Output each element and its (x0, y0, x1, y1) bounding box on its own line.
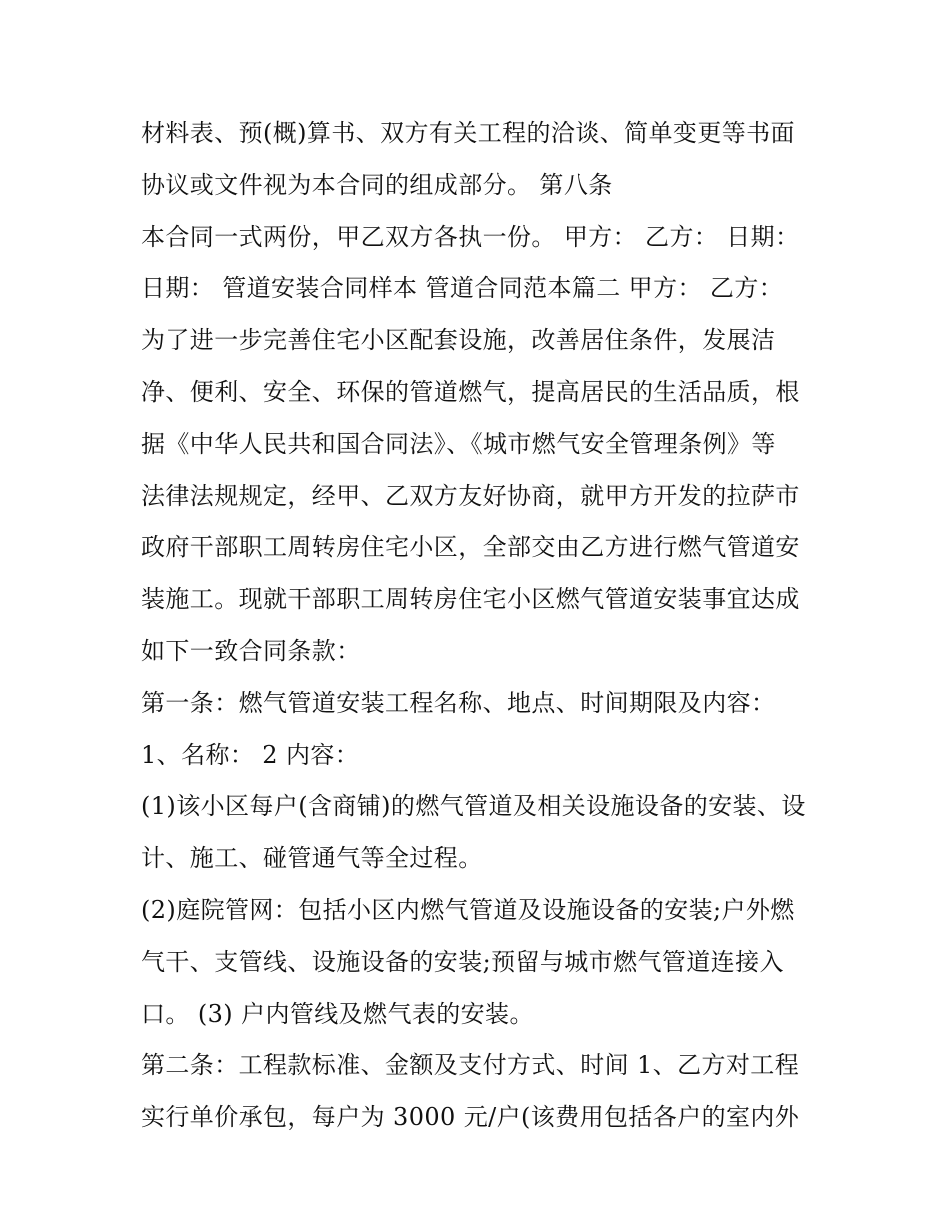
text-line-8: 法律法规规定，经甲、乙双方友好协商，就甲方开发的拉萨市 (141, 481, 800, 510)
text-line-16: (2)庭院管网：包括小区内燃气管道及设施设备的安装;户外燃 (141, 895, 795, 924)
text-line-18: 口。 (3) 户内管线及燃气表的安装。 (141, 999, 534, 1028)
text-line-6: 净、便利、安全、环保的管道燃气，提高居民的生活品质，根 (141, 377, 800, 406)
text-line-1: 材料表、预(概)算书、双方有关工程的洽谈、简单变更等书面 (141, 119, 795, 147)
text-line-14: (1)该小区每户(含商铺)的燃气管道及相关设施设备的安装、设 (141, 792, 806, 821)
text-line-5: 为了进一步完善住宅小区配套设施，改善居住条件，发展洁 (141, 326, 776, 355)
contract-body-text (141, 108, 821, 1144)
text-line-4: 日期： 管道安装合同样本 管道合同范本篇二 甲方： 乙方： (141, 274, 784, 303)
text-line-3: 本合同一式两份，甲乙双方各执一份。 甲方： 乙方： 日期： (141, 222, 800, 251)
text-line-2: 协议或文件视为本合同的组成部分。 第八条 (141, 170, 613, 199)
text-line-7: 据《中华人民共和国合同法》、《城市燃气安全管理条例》等 (141, 429, 776, 458)
text-line-11: 如下一致合同条款： (141, 636, 361, 665)
text-line-13: 1、名称： 2 内容： (141, 740, 360, 769)
text-line-19: 第二条：工程款标准、金额及支付方式、时间 1、乙方对工程 (141, 1051, 800, 1080)
text-line-10: 装施工。现就干部职工周转房住宅小区燃气管道安装事宜达成 (141, 585, 800, 614)
text-line-15: 计、施工、碰管通气等全过程。 (141, 844, 483, 873)
text-line-17: 气干、支管线、设施设备的安装;预留与城市燃气管道连接入 (141, 947, 784, 976)
text-line-9: 政府干部职工周转房住宅小区，全部交由乙方进行燃气管道安 (141, 533, 800, 562)
text-line-12: 第一条：燃气管道安装工程名称、地点、时间期限及内容： (141, 688, 776, 717)
text-line-20: 实行单价承包，每户为 3000 元/户(该费用包括各户的室内外 (141, 1103, 800, 1132)
